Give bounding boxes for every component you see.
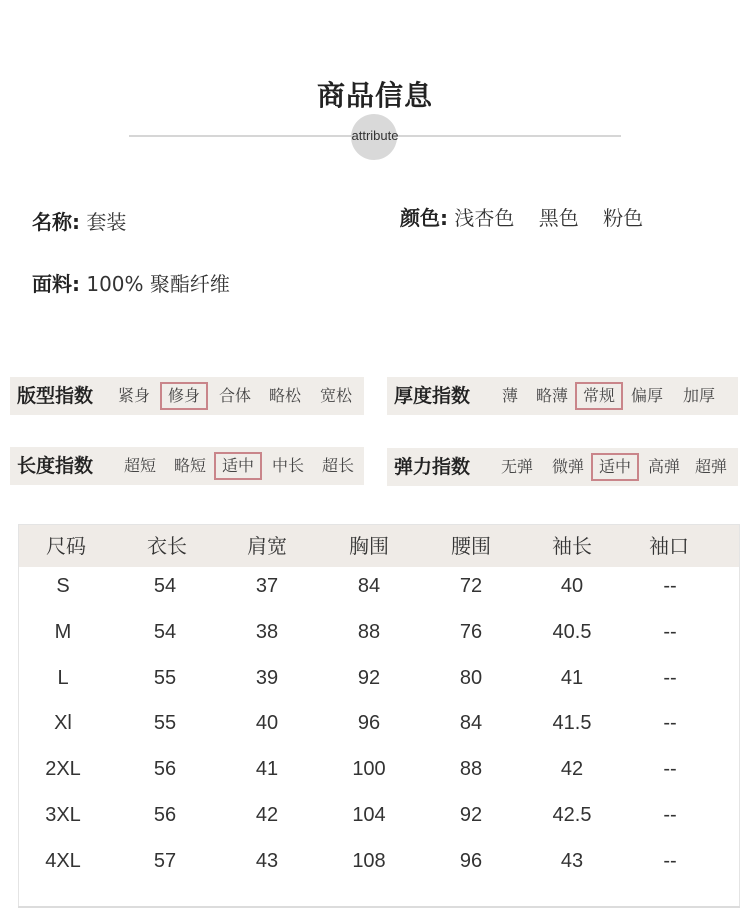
info-name-label: 名称: [32,210,80,234]
size-table-header-cell: 袖口 [649,534,689,558]
size-value-cell: 54 [153,620,177,643]
info-fabric [32,268,230,297]
size-label-cell: L [57,666,69,689]
size-value-cell: -- [663,575,677,597]
size-value-cell: -- [663,804,677,826]
size-value-cell: 92 [357,666,381,689]
info-color-value: 黑色 [538,206,579,230]
size-value-cell: 42 [255,804,279,826]
page-title: 商品信息 [316,79,433,112]
size-value-cell: 40 [560,575,584,597]
scale-thickness-option: 加厚 [682,386,715,405]
info-name-value: 套装 [86,210,127,234]
scale-elasticity-option: 超弹 [694,457,727,476]
size-value-cell: 96 [459,849,483,872]
size-value-cell: 96 [357,712,381,735]
size-value-cell: 88 [459,758,483,781]
size-value-cell: -- [663,666,677,689]
scale-elasticity-option-selected: 适中 [591,453,639,481]
size-value-cell: 76 [459,620,483,643]
scale-elasticity [387,448,738,486]
scale-length-option: 略短 [173,456,206,475]
size-value-cell: 80 [459,666,483,689]
size-table-header-cell: 肩宽 [247,534,287,558]
size-value-cell: 38 [255,620,279,643]
size-table-header [19,525,739,567]
scale-length-option: 中长 [271,456,304,475]
info-color-value: 浅杏色 [454,206,515,230]
size-label-cell: 2XL [45,758,81,781]
size-value-cell: 37 [255,575,279,597]
size-value-cell: 43 [255,849,279,872]
bottom-divider [18,906,740,908]
size-label-cell: Xl [54,712,72,735]
scale-elasticity-label: 弹力指数 [394,456,471,478]
scale-fit-option: 紧身 [117,386,150,405]
size-table-header-cell: 胸围 [349,534,389,558]
scale-elasticity-option: 微弹 [551,457,584,476]
scale-thickness-label: 厚度指数 [394,385,471,407]
size-value-cell: 41 [255,758,279,781]
info-color [400,202,661,231]
size-value-cell: -- [663,712,677,735]
scale-length-option: 超长 [321,456,354,475]
size-value-cell: 92 [459,804,483,826]
size-value-cell: 39 [255,666,279,689]
size-value-cell: 40 [255,712,279,735]
scale-fit-option-selected: 修身 [160,382,208,410]
scale-thickness [387,377,738,415]
size-value-cell: 55 [153,666,177,689]
size-value-cell: 41 [560,666,584,689]
size-value-cell: 42.5 [552,804,592,826]
scale-elasticity-option: 高弹 [647,457,680,476]
scale-fit-option: 略松 [268,386,301,405]
size-value-cell: 41.5 [552,712,592,735]
size-value-cell: 56 [153,758,177,781]
scale-fit-option: 合体 [218,386,251,405]
size-value-cell: 100 [352,758,386,781]
size-value-cell: 55 [153,712,177,735]
info-color-label: 颜色: [400,206,448,230]
size-value-cell: 88 [357,620,381,643]
size-value-cell: 84 [459,712,483,735]
info-color-value: 粉色 [603,206,644,230]
scale-elasticity-option: 无弹 [500,457,533,476]
size-label-cell: 3XL [45,804,81,826]
size-value-cell: 108 [352,849,386,872]
scale-length [10,447,364,485]
scale-thickness-option: 略薄 [535,386,568,405]
size-value-cell: 72 [459,575,483,597]
size-value-cell: -- [663,758,677,781]
info-fabric-label: 面料: [32,272,80,296]
scale-thickness-option-selected: 常规 [575,382,623,410]
scale-fit [10,377,364,415]
size-value-cell: 43 [560,849,584,872]
size-table-header-cell: 腰围 [451,534,491,558]
scale-length-option-selected: 适中 [214,452,262,480]
size-value-cell: 40.5 [552,620,592,643]
scale-length-option: 超短 [123,456,156,475]
scale-fit-option: 宽松 [319,386,352,405]
size-table-header-cell: 尺码 [46,534,86,558]
size-table-header-cell: 袖长 [552,534,592,558]
attribute-subtitle: attribute [351,128,399,143]
size-label-cell: 4XL [45,849,81,872]
size-table [18,524,740,908]
scale-thickness-option: 偏厚 [630,386,663,405]
size-value-cell: 57 [153,849,177,872]
info-fabric-value: 100% 聚酯纤维 [86,272,230,296]
info-name [32,206,126,235]
size-value-cell: 56 [153,804,177,826]
size-value-cell: 54 [153,575,177,597]
size-value-cell: 42 [560,758,584,781]
size-label-cell: M [54,620,72,643]
scale-fit-label: 版型指数 [17,385,94,407]
size-label-cell: S [56,575,70,597]
scale-length-label: 长度指数 [17,455,94,477]
size-value-cell: -- [663,620,677,643]
size-value-cell: 84 [357,575,381,597]
size-table-header-cell: 衣长 [147,534,187,558]
scale-thickness-option: 薄 [501,386,518,405]
size-value-cell: -- [663,849,677,872]
size-value-cell: 104 [352,804,386,826]
